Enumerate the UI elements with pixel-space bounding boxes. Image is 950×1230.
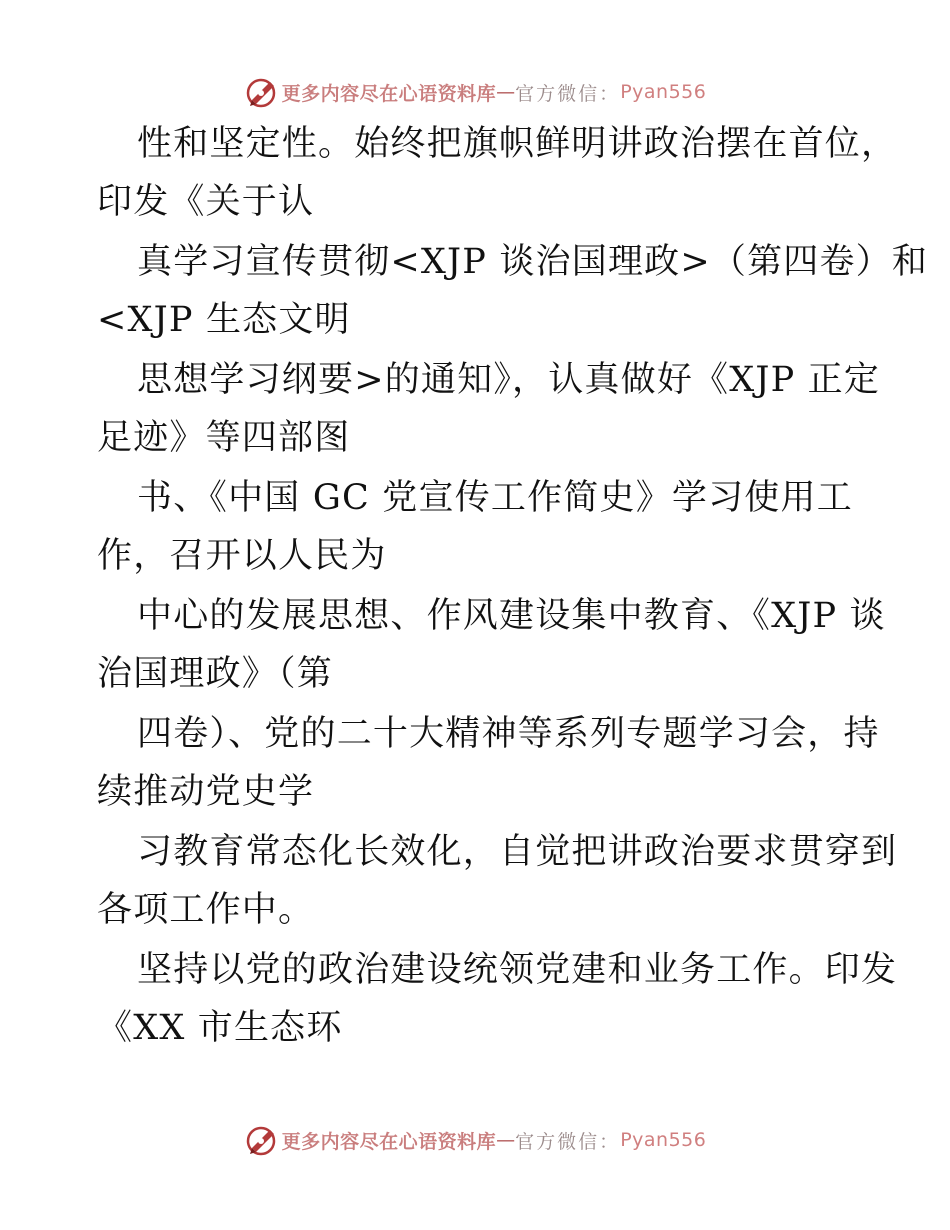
watermark-text: 更多内容尽在心语资料库 — [281, 1130, 497, 1153]
header-watermark — [0, 72, 950, 112]
text-line: 续推动党史学 — [97, 772, 315, 812]
text-line: 治国理政》（第 — [97, 654, 333, 694]
text-line: 中心的发展思想、作风建设集中教育、《XJP 谈 — [137, 596, 886, 636]
text-line: <XJP 生态文明 — [97, 300, 351, 340]
text-line: 习教育常态化长效化，自觉把讲政治要求贯穿到 — [137, 832, 898, 872]
pen-logo-icon — [244, 1122, 280, 1158]
watermark-id: Pyan556 — [620, 1129, 707, 1151]
watermark-label: 官方微信： — [515, 1130, 621, 1153]
watermark-id: Pyan556 — [620, 81, 707, 103]
text-line: 各项工作中。 — [97, 890, 315, 930]
text-line: 印发《关于认 — [97, 182, 315, 222]
text-line: 坚持以党的政治建设统领党建和业务工作。印发 — [137, 950, 898, 990]
watermark-text: 更多内容尽在心语资料库 — [281, 82, 497, 105]
text-line: 思想学习纲要>的通知》，认真做好《XJP 正定 — [137, 360, 881, 400]
watermark-dash: — — [496, 1129, 516, 1151]
text-line: 性和坚定性。始终把旗帜鲜明讲政治摆在首位， — [137, 124, 898, 164]
pen-logo-icon — [244, 74, 280, 110]
footer-watermark — [0, 1120, 950, 1160]
watermark-label: 官方微信： — [515, 82, 621, 105]
text-line: 真学习宣传贯彻<XJP 谈治国理政>（第四卷）和 — [137, 242, 929, 282]
text-line: 足迹》等四部图 — [97, 418, 351, 458]
watermark-dash: — — [496, 81, 516, 103]
text-line: 四卷）、党的二十大精神等系列专题学习会，持 — [137, 714, 880, 754]
text-line: 《XX 市生态环 — [97, 1008, 343, 1048]
text-line: 作，召开以人民为 — [97, 536, 387, 576]
text-line: 书、《中国 GC 党宣传工作简史》学习使用工 — [137, 478, 853, 518]
